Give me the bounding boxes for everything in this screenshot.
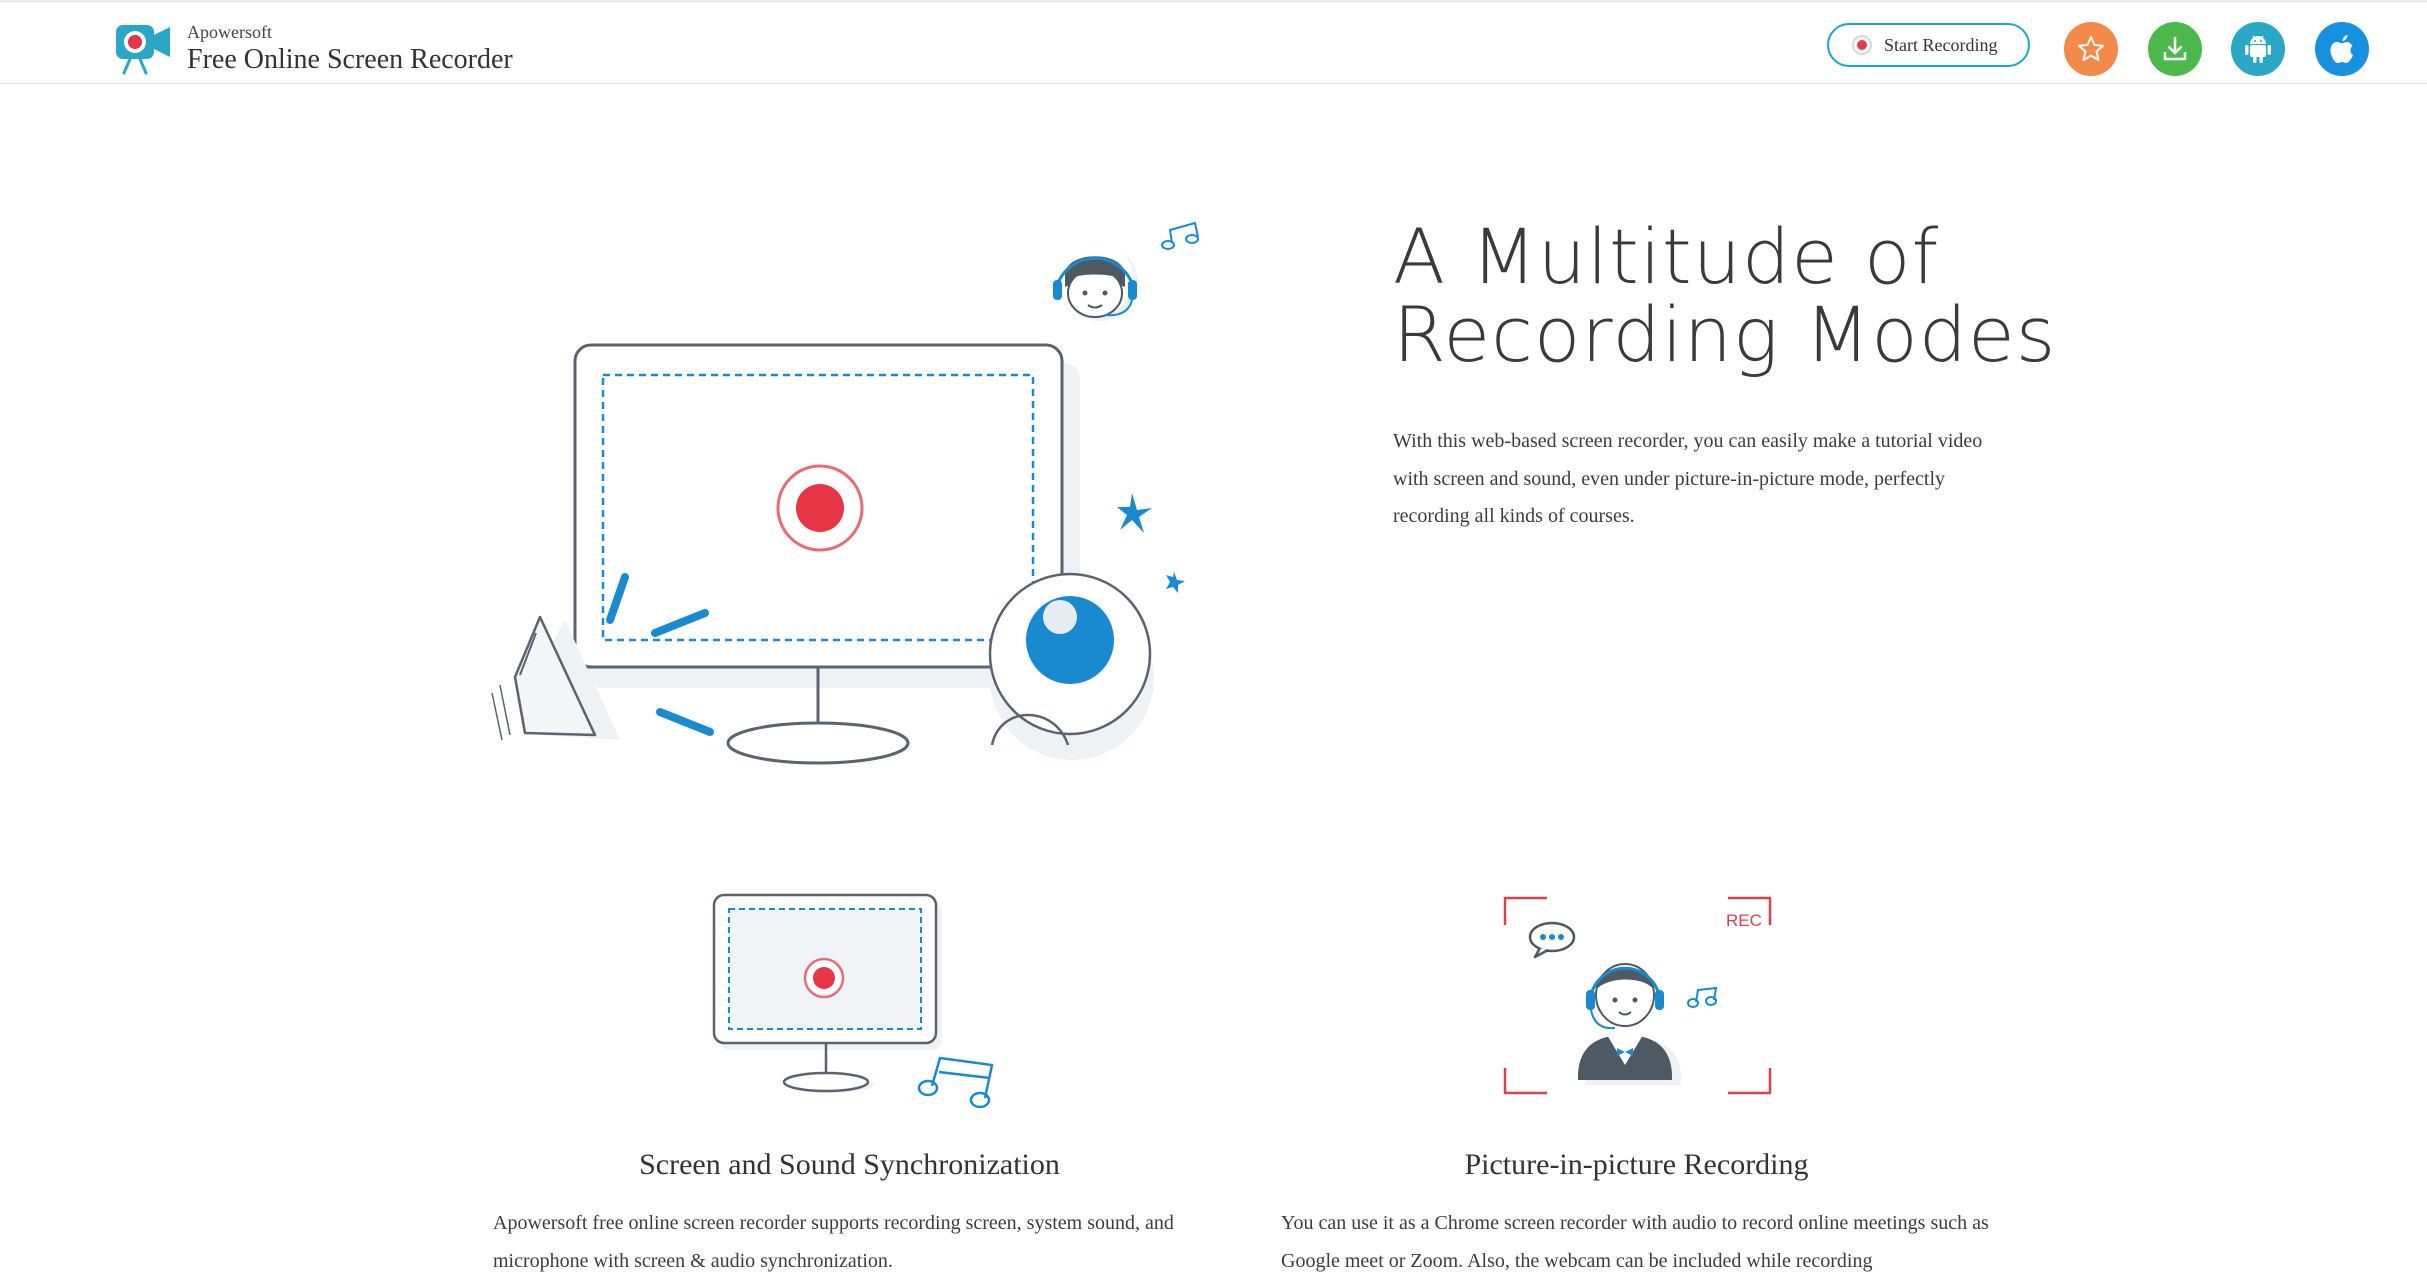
android-button[interactable] xyxy=(2231,22,2285,76)
android-icon xyxy=(2243,33,2273,65)
screen-sound-illustration xyxy=(700,890,1010,1120)
rec-label: REC xyxy=(1726,911,1762,930)
hero-title xyxy=(1393,212,2093,379)
hero-description: With this web-based screen recorder, you can easily make a tutorial video with screen and sound, even under picture-in-picture mode, perfectly recording all kinds of courses. xyxy=(1393,430,1983,527)
hero-title-line1: A Multitude of xyxy=(1393,212,1940,301)
brand-small-text: Apowersoft xyxy=(187,22,272,42)
feature-title-picture-in-picture: Picture-in-picture Recording xyxy=(1464,1148,1809,1181)
download-button[interactable] xyxy=(2148,22,2202,76)
recording-modes-illustration xyxy=(480,215,1220,780)
start-recording-button[interactable] xyxy=(1827,23,2030,67)
site-header xyxy=(0,3,2427,84)
download-icon xyxy=(2160,34,2190,64)
apple-icon xyxy=(2327,33,2357,65)
logo-camera-icon[interactable] xyxy=(114,21,176,75)
feature-title-screen-sound: Screen and Sound Synchronization xyxy=(639,1148,1060,1181)
record-dot-icon xyxy=(1852,35,1872,55)
start-recording-label: Start Recording xyxy=(1884,34,1998,55)
apple-button[interactable] xyxy=(2315,22,2369,76)
brand-title[interactable]: Free Online Screen Recorder xyxy=(187,44,513,75)
star-button[interactable] xyxy=(2064,22,2118,76)
feature-description-screen-sound: Apowersoft free online screen recorder supports recording screen, system sound, and microphone with screen & audio synchronization. xyxy=(493,1212,1174,1272)
feature-description-picture-in-picture: You can use it as a Chrome screen recorder with audio to record online meetings such as Google meet or Zoom. Also, the webcam can be included while recording xyxy=(1281,1212,1989,1272)
picture-in-picture-illustration xyxy=(1495,890,1795,1120)
star-icon xyxy=(2076,34,2106,64)
hero-title-line2: Recording Modes xyxy=(1393,290,2057,379)
